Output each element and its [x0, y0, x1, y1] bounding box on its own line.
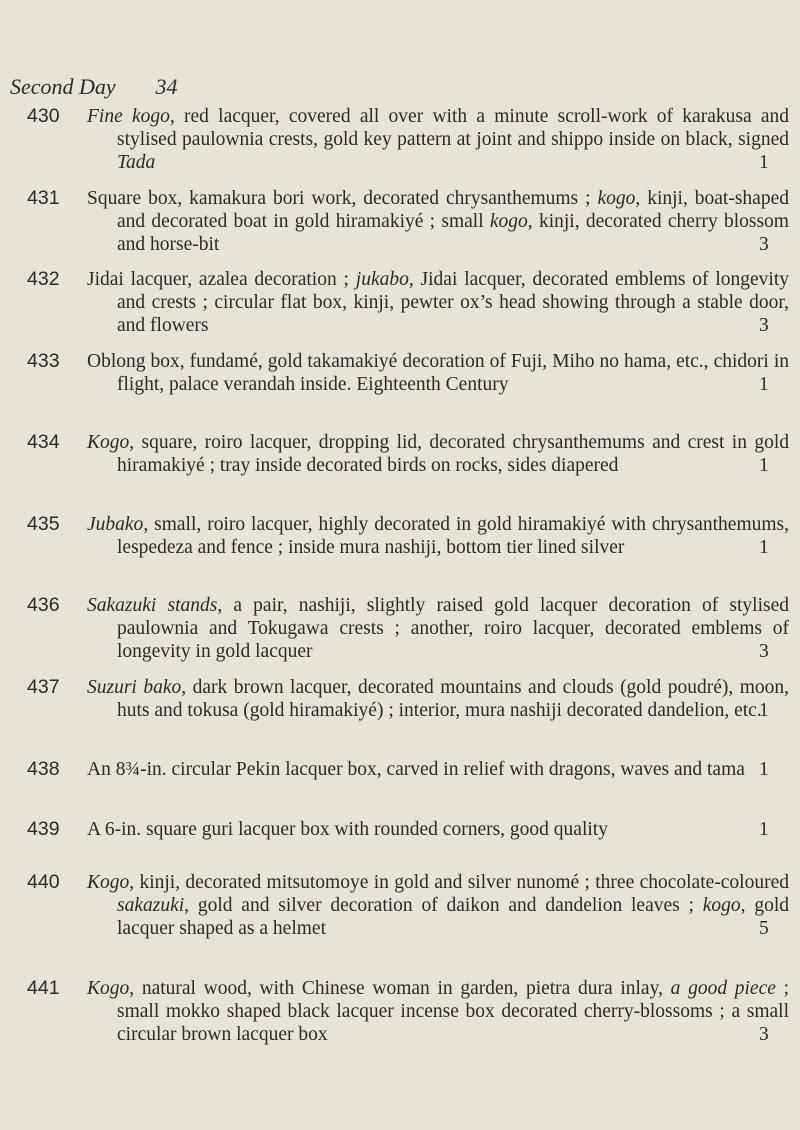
lot-description: An 8¾-in. circular Pekin lacquer box, carved in relief with dragons, waves and tama 1 [87, 759, 769, 780]
lot-description: Kogo, square, roiro lacquer, dropping lid, decorated chrysanthemums and crest in gold hiramakiyé ; tray inside decorated birds on rocks, sides diapered 1 [87, 432, 789, 476]
lot-description: Kogo, kinji, decorated mitsutomoye in gold and silver nunomé ; three chocolate-coloured sakazuki, gold and silver decoration of daikon and dandelion leaves ; kogo, gold lacquer shaped as a helmet 5 [87, 872, 789, 939]
lot-description: Square box, kamakura bori work, decorated chrysanthemums ; kogo, kinji, boat-shaped and decorated boat in gold hiramakiyé ; small kogo, kinji, decorated cherry blossom and horse-bit 3 [87, 188, 789, 255]
lot-description: Jubako, small, roiro lacquer, highly decorated in gold hiramakiyé with chrysanthemums, lespedeza and fence ; inside mura nashiji, bottom tier lined silver 1 [87, 514, 789, 558]
lot-description: Fine kogo, red lacquer, covered all over with a minute scroll-work of karakusa and stylised paulownia crests, gold key pattern at joint and shippo inside on black, signed Tada 1 [87, 106, 789, 173]
lot-text: Jidai lacquer, azalea decoration ; jukabo, Jidai lacquer, decorated emblems of longevity and crests ; circular flat box, kinji, pewter ox’s head showing through a stable door, and flowers [87, 269, 789, 336]
lot-number: 430 [27, 105, 60, 127]
lot-text: Oblong box, fundamé, gold takamakiyé decoration of Fuji, Miho no hama, etc., chidori in flight, palace verandah inside. Eighteenth Century [87, 351, 789, 395]
lot-number: 431 [27, 187, 60, 209]
lot-text: Kogo, kinji, decorated mitsutomoye in gold and silver nunomé ; three chocolate-coloured sakazuki, gold and silver decoration of daikon and dandelion leaves ; kogo, gold lacquer shaped as a helmet [87, 872, 789, 939]
lot-number: 439 [27, 818, 60, 840]
lot-description: Sakazuki stands, a pair, nashiji, slightly raised gold lacquer decoration of stylised paulownia and Tokugawa crests ; another, roiro lacquer, decorated emblems of longevity in gold lacquer 3 [87, 595, 789, 662]
lot-text: Square box, kamakura bori work, decorated chrysanthemums ; kogo, kinji, boat-shaped and decorated boat in gold hiramakiyé ; small kogo, kinji, decorated cherry blossom and horse-bit [87, 188, 789, 255]
page-header [10, 74, 178, 100]
lot-number: 437 [27, 676, 60, 698]
lot-number: 434 [27, 431, 60, 453]
lot-text: Fine kogo, red lacquer, covered all over with a minute scroll-work of karakusa and stylised paulownia crests, gold key pattern at joint and shippo inside on black, signed Tada [87, 106, 789, 173]
lot-number: 433 [27, 350, 60, 372]
lot-text: Kogo, natural wood, with Chinese woman in garden, pietra dura inlay, a good piece ; small mokko shaped black lacquer incense box decorated cherry-blossoms ; a small circular brown lacquer box [87, 978, 789, 1045]
lot-number: 436 [27, 594, 60, 616]
lot-text: Suzuri bako, dark brown lacquer, decorated mountains and clouds (gold poudré), moon, huts and tokusa (gold hiramakiyé) ; interior, mura nashiji decorated dandelion, etc. [87, 677, 790, 721]
day-heading: Second Day [10, 74, 116, 99]
lot-description: Oblong box, fundamé, gold takamakiyé decoration of Fuji, Miho no hama, etc., chidori in flight, palace verandah inside. Eighteenth Century 1 [87, 351, 789, 395]
lot-description: Jidai lacquer, azalea decoration ; jukabo, Jidai lacquer, decorated emblems of longevity and crests ; circular flat box, kinji, pewter ox’s head showing through a stable door, and flowers 3 [87, 269, 789, 336]
lot-text: Sakazuki stands, a pair, nashiji, slightly raised gold lacquer decoration of stylised paulownia and Tokugawa crests ; another, roiro lacquer, decorated emblems of longevity in gold lacquer [87, 595, 789, 662]
lot-text: Jubako, small, roiro lacquer, highly decorated in gold hiramakiyé with chrysanthemums, lespedeza and fence ; inside mura nashiji, bottom tier lined silver [87, 514, 789, 558]
lot-text: Kogo, square, roiro lacquer, dropping lid, decorated chrysanthemums and crest in gold hiramakiyé ; tray inside decorated birds on rocks, sides diapered [87, 432, 789, 476]
lot-description: Suzuri bako, dark brown lacquer, decorated mountains and clouds (gold poudré), moon, huts and tokusa (gold hiramakiyé) ; interior, mura nashiji decorated dandelion, etc. 1 [87, 677, 790, 721]
lot-number: 441 [27, 977, 60, 999]
page-number: 34 [155, 74, 178, 99]
lot-number: 432 [27, 268, 60, 290]
lot-description: A 6-in. square guri lacquer box with rounded corners, good quality 1 [87, 819, 769, 840]
lot-text: An 8¾-in. circular Pekin lacquer box, carved in relief with dragons, waves and tama [87, 759, 745, 780]
lot-number: 438 [27, 758, 60, 780]
lot-number: 440 [27, 871, 60, 893]
lot-number: 435 [27, 513, 60, 535]
lot-description: Kogo, natural wood, with Chinese woman in garden, pietra dura inlay, a good piece ; small mokko shaped black lacquer incense box decorated cherry-blossoms ; a small circular brown lacquer box 3 [87, 978, 789, 1045]
lot-text: A 6-in. square guri lacquer box with rounded corners, good quality [87, 819, 608, 840]
